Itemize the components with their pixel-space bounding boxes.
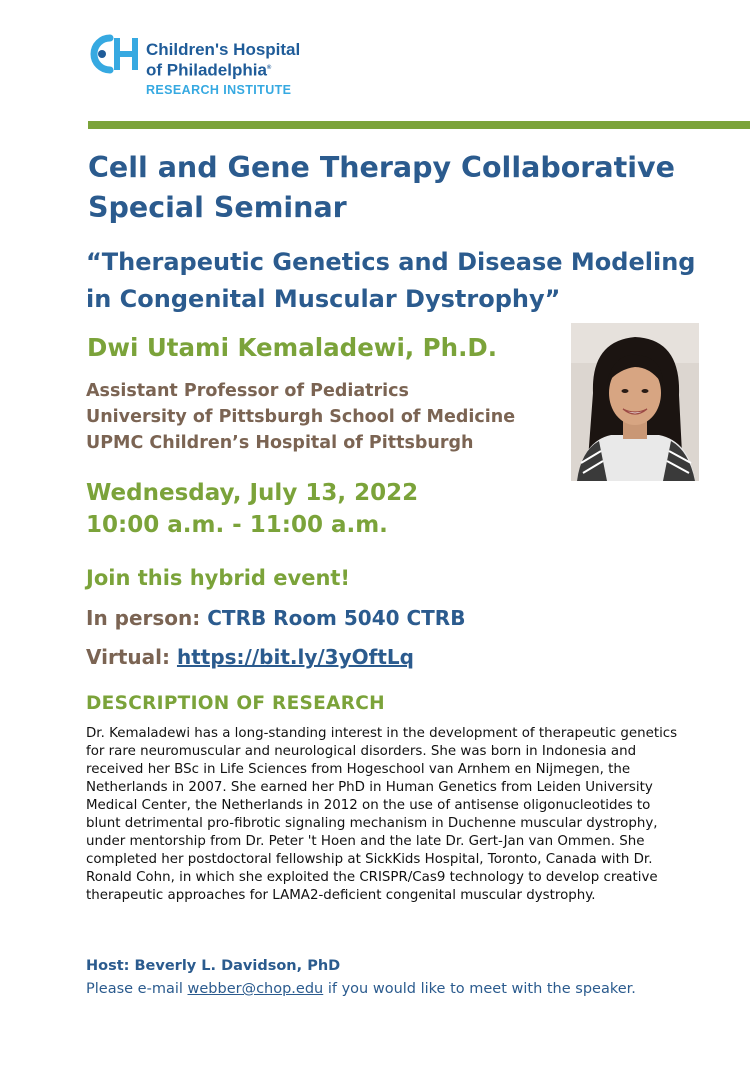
virtual-label: Virtual:	[86, 645, 170, 669]
event-title	[88, 148, 728, 228]
in-person-location	[86, 603, 465, 633]
event-datetime	[86, 477, 418, 541]
registered-mark: ®	[266, 65, 272, 71]
talk-title-line1: “Therapeutic Genetics and Disease Modeling	[86, 248, 696, 276]
speaker-photo	[571, 323, 699, 481]
talk-title-line2: in Congenital Muscular Dystrophy”	[86, 285, 561, 313]
description-heading: DESCRIPTION OF RESEARCH	[86, 693, 385, 714]
talk-title	[86, 244, 746, 318]
event-time: 10:00 a.m. - 11:00 a.m.	[86, 512, 388, 538]
affiliation-line: University of Pittsburgh School of Medicine	[86, 407, 516, 427]
affiliation-line: UPMC Children’s Hospital of Pittsburgh	[86, 433, 474, 453]
contact-email-link[interactable]: webber@chop.edu	[187, 981, 324, 997]
in-person-room: CTRB Room 5040 CTRB	[207, 606, 466, 630]
speaker-photo-illustration	[571, 323, 699, 481]
host-name: Host: Beverly L. Davidson, PhD	[86, 958, 341, 974]
speaker-name: Dwi Utami Kemaladewi, Ph.D.	[87, 333, 498, 362]
logo-name-line1: Children's Hospital	[146, 40, 301, 59]
contact-prefix: Please e-mail	[86, 981, 183, 997]
in-person-label: In person:	[86, 606, 201, 630]
description-body: Dr. Kemaladewi has a long-standing interest in the development of therapeutic genetics for rare neuromuscular and neurological disorders. She was born in Indonesia and received her BSc in Life Sciences from Hogeschool van Arnhem en Nijmegen, the Netherlands in 2007. She earned her PhD in Human Genetics from Leiden University Medical Center, the Netherlands in 2012 on the use of antisense oligonucleotides to blunt detrimental pro-fibrotic signaling mechanism in Duchenne muscular dystrophy, under mentorship from Dr. Peter 't Hoen and the late Dr. Gert-Jan van Ommen. She completed her postdoctoral fellowship at SickKids Hospital, Toronto, Canada with Dr. Ronald Cohn, in which she exploited the CRISPR/Cas9 technology to develop creative therapeutic approaches for LAMA2-deficient congenital muscular dystrophy.	[86, 726, 678, 903]
event-date: Wednesday, July 13, 2022	[86, 480, 419, 506]
event-title-line2: Special Seminar	[88, 191, 347, 224]
affiliation-line: Assistant Professor of Pediatrics	[86, 381, 409, 401]
hybrid-event-notice: Join this hybrid event!	[86, 566, 351, 590]
speaker-affiliations	[86, 378, 566, 456]
contact-line	[86, 978, 636, 1000]
event-title-line1: Cell and Gene Therapy Collaborative	[88, 151, 675, 184]
contact-suffix: if you would like to meet with the speaker.	[327, 981, 636, 997]
virtual-location	[86, 642, 414, 672]
logo-name-line2: of Philadelphia®	[146, 60, 272, 80]
virtual-meeting-link[interactable]: https://bit.ly/3yOftLq	[176, 645, 414, 669]
logo-subtitle: RESEARCH INSTITUTE	[146, 83, 292, 97]
chop-logo-icon	[88, 32, 144, 76]
chop-logo	[88, 32, 348, 102]
header-divider	[88, 121, 750, 129]
